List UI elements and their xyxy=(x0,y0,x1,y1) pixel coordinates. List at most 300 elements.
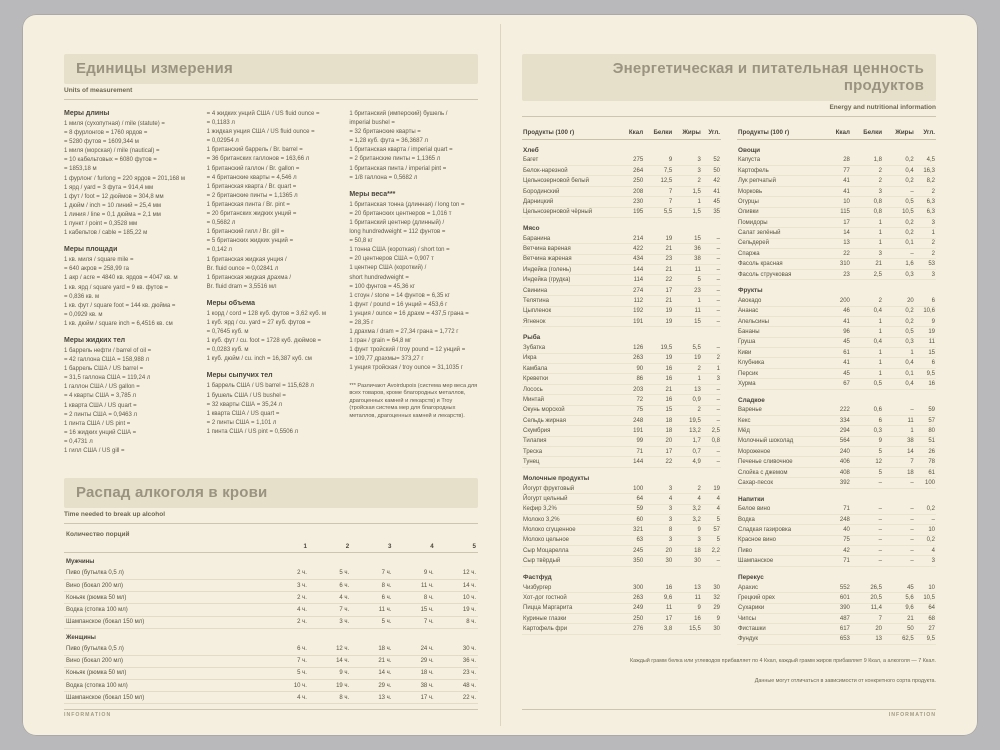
nutrition-value: 0,4 xyxy=(883,379,915,389)
nutrition-value: 11 xyxy=(673,306,702,316)
unit-line: = 32 кварты США = 35,24 л xyxy=(206,401,283,408)
table-row xyxy=(522,285,721,295)
table-row xyxy=(64,692,478,704)
hours-value: 10 ч. xyxy=(267,679,309,691)
unit-line: = 2 пинты США = 1,101 л xyxy=(206,419,277,426)
product-name: Мёд xyxy=(737,426,826,436)
nutrition-value: 50 xyxy=(702,166,721,176)
nutrition-value: 3 xyxy=(644,514,673,524)
food-section-row xyxy=(737,139,936,156)
food-section-label: Хлеб xyxy=(523,146,539,154)
nutrition-value: 19 xyxy=(644,234,673,244)
nutrition-value: 100 xyxy=(621,484,644,494)
food-section-label: Мясо xyxy=(523,224,540,232)
left-page xyxy=(22,14,500,736)
hours-value: 4 ч. xyxy=(309,592,351,604)
hours-value: 9 ч. xyxy=(393,568,435,580)
nutrition-value: – xyxy=(851,514,883,524)
unit-line: 1 куб. фут / cu. foot = 1728 куб. дюймов = xyxy=(206,338,322,345)
nutrition-value: 6 xyxy=(851,415,883,425)
table-row xyxy=(522,244,721,254)
nutrition-value: 12 xyxy=(851,457,883,467)
nutrition-value: 14 xyxy=(883,447,915,457)
unit-group xyxy=(207,372,336,436)
nutrition-value: 3,8 xyxy=(644,624,673,634)
food-section-label: Фастфуд xyxy=(523,573,552,581)
table-row xyxy=(737,217,936,227)
nutrition-value: – xyxy=(883,546,915,556)
nutrition-value: 2 xyxy=(915,238,936,248)
nutrition-value: 10 xyxy=(915,583,936,593)
nutrition-value: 3 xyxy=(644,484,673,494)
unit-group xyxy=(64,246,193,328)
unit-line: = 109,77 драхмы= 373,27 г xyxy=(349,356,424,363)
drink-name: Коньяк (рюмка 50 мл) xyxy=(64,592,267,604)
alcohol-section xyxy=(64,478,478,704)
nutrition-value: 3 xyxy=(915,217,936,227)
product-name: Ягненок xyxy=(522,316,621,326)
nutrition-value: 20 xyxy=(883,296,915,306)
nutrition-value: – xyxy=(702,457,721,467)
nutrition-value: 0,7 xyxy=(673,447,702,457)
nutrition-value: 15 xyxy=(915,348,936,358)
nutrition-value: 5 xyxy=(851,467,883,477)
nutrition-value: 75 xyxy=(621,405,644,415)
nutrition-value: 90 xyxy=(621,364,644,374)
table-row xyxy=(522,415,721,425)
nutrition-value: 350 xyxy=(621,556,644,566)
food-column-right xyxy=(737,127,936,645)
table-row xyxy=(737,337,936,347)
food-columns xyxy=(522,127,936,645)
food-section-row xyxy=(522,327,721,344)
unit-line: = 50,8 кг xyxy=(349,238,373,245)
unit-line: = 2 британские пинты = 1,1365 л xyxy=(206,192,298,199)
nutrition-value: 0,2 xyxy=(883,217,915,227)
table-row xyxy=(522,265,721,275)
nutrition-value: 0,6 xyxy=(851,406,883,416)
table-row xyxy=(737,505,936,515)
nutrition-value: 1 xyxy=(673,296,702,306)
hours-value: 6 ч. xyxy=(267,643,309,655)
nutrition-value: 11 xyxy=(644,603,673,613)
table-row xyxy=(737,156,936,166)
product-name: Сыр Моцарелла xyxy=(522,546,621,556)
units-column-3 xyxy=(349,110,478,464)
product-name: Зубатка xyxy=(522,343,621,353)
hours-value: 4 ч. xyxy=(267,604,309,616)
nutrition-value: 9 xyxy=(851,436,883,446)
table-row xyxy=(737,368,936,378)
nutrition-value: 22 xyxy=(826,249,851,259)
product-name: Помидоры xyxy=(737,217,826,227)
unit-line: long hundredweight = 112 фунтов = xyxy=(349,229,446,236)
table-row xyxy=(64,667,478,679)
nutrition-value: – xyxy=(702,447,721,457)
nutrition-value: 19 xyxy=(673,353,702,363)
nutrition-value: 22 xyxy=(644,275,673,285)
nutrition-value: 1 xyxy=(851,217,883,227)
unit-line: = 5 британских жидких унций = xyxy=(206,238,294,245)
product-name: Бородинский xyxy=(522,186,621,196)
nutrition-value: 191 xyxy=(621,426,644,436)
nutrition-value: 10 xyxy=(915,525,936,535)
nutrition-value: – xyxy=(702,384,721,394)
table-row xyxy=(522,197,721,207)
nutrition-value: 4 xyxy=(644,494,673,504)
drink-name: Вино (бокал 200 мл) xyxy=(64,655,267,667)
food-title: Энергетическая и питательная ценность продуктов xyxy=(612,60,924,94)
nutrition-value: 2 xyxy=(915,249,936,259)
nutrition-value: 144 xyxy=(621,265,644,275)
hours-value: 11 ч. xyxy=(351,604,393,616)
nutrition-value: 0,3 xyxy=(883,337,915,347)
drink-name: Водка (стопка 100 мл) xyxy=(64,604,267,616)
nutrition-value: 310 xyxy=(826,259,851,269)
nutrition-value: 78 xyxy=(915,457,936,467)
nutrition-value: 9,5 xyxy=(915,368,936,378)
table-row xyxy=(737,379,936,389)
unit-line: 1 британская жидкая унция / xyxy=(206,256,287,263)
nutrition-value: 17 xyxy=(644,447,673,457)
unit-line: 1 дюйм / inch = 10 линий = 25,4 мм xyxy=(64,202,161,209)
product-name: Огурцы xyxy=(737,197,826,207)
unit-line: 1 кварта США / US quart = xyxy=(206,410,280,417)
nutrition-value: 11 xyxy=(673,593,702,603)
unit-line: = 0,1183 л xyxy=(206,120,235,127)
unit-line: = 36 британских галлонов = 163,66 л xyxy=(206,156,310,163)
nutrition-value: 2 xyxy=(702,353,721,363)
nutrition-value: 16 xyxy=(644,395,673,405)
table-row xyxy=(737,358,936,368)
table-row xyxy=(737,426,936,436)
nutrition-value: 23 xyxy=(644,254,673,264)
nutrition-value: 20 xyxy=(851,624,883,634)
table-row xyxy=(737,166,936,176)
unit-group-title: Меры жидких тел xyxy=(64,336,126,344)
unit-group-title: Меры сыпучих тел xyxy=(206,372,273,380)
table-row xyxy=(737,603,936,613)
hours-value: 18 ч. xyxy=(351,643,393,655)
unit-line: = 0,5682 л xyxy=(206,220,236,227)
unit-line: = 32 британские кварты = xyxy=(349,129,421,136)
table-row xyxy=(522,156,721,166)
hours-value: 2 ч. xyxy=(267,592,309,604)
nutrition-value: 1 xyxy=(851,228,883,238)
gender-section-row xyxy=(64,628,478,643)
hours-value: 15 ч. xyxy=(393,604,435,616)
table-row xyxy=(737,514,936,524)
nutrition-value: 10 xyxy=(826,197,851,207)
nutrition-value: 2 xyxy=(851,166,883,176)
food-table-right xyxy=(737,127,936,645)
nutrition-value: 30 xyxy=(673,556,702,566)
table-row xyxy=(737,348,936,358)
hours-value: 24 ч. xyxy=(393,643,435,655)
nutrition-value: 19 xyxy=(915,327,936,337)
table-row xyxy=(737,306,936,316)
product-name: Слойка с джемом xyxy=(737,467,826,477)
hours-value: 8 ч. xyxy=(393,592,435,604)
nutrition-value: 7 xyxy=(644,197,673,207)
drink-name: Шампанское (бокал 150 мл) xyxy=(64,692,267,704)
nutrition-value: 263 xyxy=(621,593,644,603)
unit-line: 1 британская пинта / Br. pint = xyxy=(206,201,290,208)
table-row xyxy=(522,176,721,186)
product-name: Йогурт цельный xyxy=(522,494,621,504)
nutrition-value: 2 xyxy=(915,186,936,196)
nutrition-value: 18 xyxy=(644,415,673,425)
unit-line: 1 баррель США / US barrel = 115,628 л xyxy=(206,383,314,390)
nutrition-value: – xyxy=(915,514,936,524)
unit-line: = 640 акров = 258,99 га xyxy=(64,266,129,273)
nutrition-value: 41 xyxy=(826,176,851,186)
hours-value: 10 ч. xyxy=(436,592,478,604)
nutrition-value: – xyxy=(851,478,883,488)
nutrition-value: – xyxy=(883,186,915,196)
product-name: Фисташки xyxy=(737,624,826,634)
nutrition-value: 2 xyxy=(673,405,702,415)
nutrition-value: 52 xyxy=(702,156,721,166)
hours-value: 8 ч. xyxy=(351,580,393,592)
nutrition-value: 1 xyxy=(851,348,883,358)
product-name: Сладкая газировка xyxy=(737,525,826,535)
nutrition-value: 1,7 xyxy=(673,436,702,446)
nutrition-value: 1 xyxy=(915,228,936,238)
unit-line: = 0,02954 л xyxy=(206,138,239,145)
nutrition-value: 23 xyxy=(826,269,851,279)
nutrition-value: 45 xyxy=(826,368,851,378)
unit-line: = 0,142 л xyxy=(206,247,233,254)
divider xyxy=(64,99,478,100)
nutrition-value: 8,2 xyxy=(915,176,936,186)
table-row xyxy=(522,593,721,603)
unit-group-title: Меры длины xyxy=(64,110,110,117)
unit-line: imperial bushel = xyxy=(349,120,395,127)
unit-line: 1 кабельтов / cable = 185,22 м xyxy=(64,230,148,237)
units-subtitle: Units of measurement xyxy=(64,87,133,94)
table-row xyxy=(522,254,721,264)
unit-line: 1 кв. ярд / square yard = 9 кв. футов = xyxy=(64,284,169,291)
hours-value: 8 ч. xyxy=(309,692,351,704)
unit-line: 1 британская жидкая драхма / xyxy=(206,274,291,281)
nutrition-value: 192 xyxy=(621,306,644,316)
units-header xyxy=(64,54,478,84)
unit-line: 1 гран / grain = 64,8 мг xyxy=(349,338,412,345)
nutrition-value: 203 xyxy=(621,384,644,394)
nutrition-value: 26 xyxy=(915,447,936,457)
unit-group xyxy=(64,110,193,237)
product-name: Сахар-песок xyxy=(737,478,826,488)
nutrition-value: 422 xyxy=(621,244,644,254)
nutrition-value: 294 xyxy=(826,426,851,436)
unit-line: = 0,4731 л xyxy=(64,438,93,445)
column-header: Угл. xyxy=(702,127,721,139)
nutrition-value: 45 xyxy=(702,197,721,207)
nutrition-value: 0,2 xyxy=(883,156,915,166)
hours-value: 48 ч. xyxy=(436,679,478,691)
nutrition-value: 18 xyxy=(644,426,673,436)
table-row xyxy=(737,556,936,566)
nutrition-value: 6,3 xyxy=(915,197,936,207)
nutrition-value: 249 xyxy=(621,603,644,613)
nutrition-value: 41 xyxy=(702,186,721,196)
product-name: Тилапия xyxy=(522,436,621,446)
nutrition-value: 5 xyxy=(702,514,721,524)
nutrition-value: 601 xyxy=(826,593,851,603)
column-header: Жиры xyxy=(883,127,915,139)
product-name: Телятина xyxy=(522,296,621,306)
table-row xyxy=(522,353,721,363)
nutrition-value: 60 xyxy=(621,514,644,524)
nutrition-value: 1 xyxy=(851,358,883,368)
nutrition-value: 16 xyxy=(915,379,936,389)
nutrition-value: 4,9 xyxy=(673,457,702,467)
hours-value: 7 ч. xyxy=(393,616,435,628)
nutrition-value: 19 xyxy=(644,306,673,316)
unit-line: = 8 фурлонгов = 1760 ярдов = xyxy=(64,130,148,137)
column-header: Продукты (100 г) xyxy=(737,127,826,139)
table-row xyxy=(522,426,721,436)
nutrition-value: 276 xyxy=(621,624,644,634)
unit-line: 1 пункт / point = 0,3528 мм xyxy=(64,221,138,228)
unit-line: 1 миля (сухопутная) / mile (statute) = xyxy=(64,121,165,127)
nutrition-value: 7,5 xyxy=(644,166,673,176)
product-name: Лосось xyxy=(522,384,621,394)
nutrition-value: 45 xyxy=(826,337,851,347)
table-row xyxy=(737,327,936,337)
product-name: Бананы xyxy=(737,327,826,337)
units-column-1 xyxy=(64,110,193,464)
nutrition-value: 208 xyxy=(621,186,644,196)
nutrition-value: 3 xyxy=(644,535,673,545)
nutrition-value: 71 xyxy=(826,556,851,566)
unit-line: Br. fluid dram = 3,5516 мл xyxy=(206,283,277,290)
nutrition-value: 5,6 xyxy=(883,593,915,603)
food-section-row xyxy=(522,139,721,156)
product-name: Авокадо xyxy=(737,296,826,306)
product-name: Хурма xyxy=(737,379,826,389)
portion-count: 3 xyxy=(351,540,393,553)
nutrition-value: 3,2 xyxy=(673,504,702,514)
table-row xyxy=(522,546,721,556)
nutrition-value: 77 xyxy=(826,166,851,176)
table-row xyxy=(522,405,721,415)
nutrition-value: 19,5 xyxy=(644,343,673,353)
table-row xyxy=(522,186,721,196)
unit-line: 1 кв. миля / square mile = xyxy=(64,257,134,264)
unit-line: = 1,28 куб. фута = 36,3687 л xyxy=(349,138,428,145)
weights-note: *** Различают Avoirdupois (система мер веса для всех товаров, кроме благородных металлов, драгоценных камней и лекарств) и Troy (тройская система мер для благородных металлов, драгоценных камней и лекарств). xyxy=(349,382,478,419)
product-name: Сыр твёрдый xyxy=(522,556,621,566)
unit-line: 1 британская пинта / imperial pint = xyxy=(349,165,447,172)
unit-line: = 4 кварты США = 3,785 л xyxy=(64,393,137,400)
nutrition-value: – xyxy=(702,234,721,244)
nutrition-value: – xyxy=(702,275,721,285)
units-column-2 xyxy=(207,110,336,464)
product-name: Салат зелёный xyxy=(737,228,826,238)
nutrition-value: 5,5 xyxy=(673,343,702,353)
nutrition-value: 1 xyxy=(851,368,883,378)
nutrition-value: 195 xyxy=(621,207,644,217)
nutrition-value: 5,5 xyxy=(644,207,673,217)
nutrition-value: 17 xyxy=(644,285,673,295)
nutrition-value: 15,5 xyxy=(673,624,702,634)
nutrition-value: 275 xyxy=(621,156,644,166)
nutrition-value: 248 xyxy=(826,514,851,524)
alcohol-title: Распад алкоголя в крови xyxy=(76,484,268,502)
nutrition-value: 16,3 xyxy=(915,166,936,176)
drink-name: Коньяк (рюмка 50 мл) xyxy=(64,667,267,679)
nutrition-value: 0,4 xyxy=(851,337,883,347)
table-row xyxy=(737,634,936,644)
nutrition-value: 9 xyxy=(644,156,673,166)
nutrition-value: 26,5 xyxy=(851,583,883,593)
unit-line: = 16 жидких унций США = xyxy=(64,429,137,436)
table-row xyxy=(522,384,721,394)
drink-name: Вино (бокал 200 мл) xyxy=(64,580,267,592)
unit-line: 1 бушель США / US bushel = xyxy=(206,392,286,399)
nutrition-value: 21 xyxy=(644,384,673,394)
nutrition-value: 1,5 xyxy=(673,186,702,196)
nutrition-value: 27 xyxy=(915,624,936,634)
nutrition-value: 21 xyxy=(883,613,915,623)
product-name: Сухарики xyxy=(737,603,826,613)
portions-label: Количество порций xyxy=(66,531,130,539)
hours-value: 2 ч. xyxy=(267,616,309,628)
nutrition-value: 59 xyxy=(915,406,936,416)
unit-line: = 1853,18 м xyxy=(64,166,97,173)
nutrition-value: 1 xyxy=(673,197,702,207)
nutrition-value: 61 xyxy=(826,348,851,358)
nutrition-value: 390 xyxy=(826,603,851,613)
divider xyxy=(64,523,478,524)
unit-group-title: Меры объема xyxy=(206,299,255,307)
nutrition-value: – xyxy=(702,244,721,254)
product-name: Белок-нарезной xyxy=(522,166,621,176)
nutrition-value: 3 xyxy=(915,556,936,566)
nutrition-value: 5 xyxy=(851,447,883,457)
hours-value: 12 ч. xyxy=(309,643,351,655)
hours-value: 30 ч. xyxy=(436,643,478,655)
nutrition-value: 62,5 xyxy=(883,634,915,644)
nutrition-value: 38 xyxy=(883,436,915,446)
table-row xyxy=(737,415,936,425)
unit-line: 1 фурлонг / furlong = 220 ярдов = 201,168 м xyxy=(64,175,185,182)
nutrition-value: 0,2 xyxy=(915,505,936,515)
table-row xyxy=(737,228,936,238)
nutrition-value: 0,8 xyxy=(851,197,883,207)
nutrition-value: 19 xyxy=(702,484,721,494)
nutrition-value: 434 xyxy=(621,254,644,264)
nutrition-value: 57 xyxy=(915,415,936,425)
product-name: Кекс xyxy=(737,415,826,425)
table-row xyxy=(737,525,936,535)
table-row xyxy=(522,306,721,316)
nutrition-value: 0,4 xyxy=(883,358,915,368)
nutrition-value: 35 xyxy=(702,207,721,217)
nutrition-value: 46 xyxy=(826,306,851,316)
table-row xyxy=(522,166,721,176)
food-section-label: Сладкое xyxy=(738,396,765,404)
unit-line: = 5280 футов = 1609,344 м xyxy=(64,139,139,146)
unit-line: 1 унция тройская / troy ounce = 31,1035 г xyxy=(349,365,463,372)
gender-label: Мужчины xyxy=(66,559,95,566)
nutrition-value: 64 xyxy=(621,494,644,504)
food-section-label: Перекус xyxy=(738,573,764,581)
nutrition-value: 13 xyxy=(851,634,883,644)
unit-group-title: Меры площади xyxy=(64,246,118,254)
